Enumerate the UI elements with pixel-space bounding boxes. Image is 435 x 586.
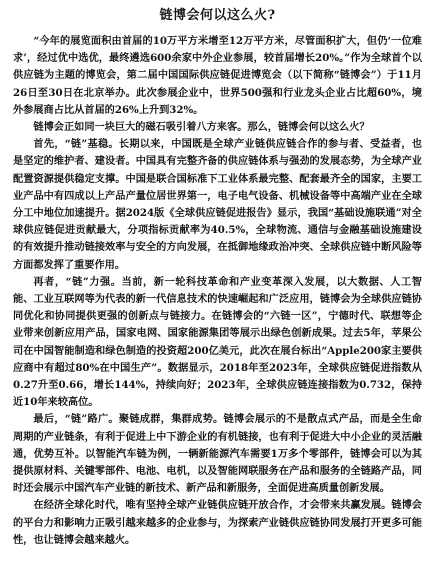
paragraph-question: 链博会正如同一块巨大的磁石吸引着八方来客。那么，链博会何以这么火？ [33, 121, 370, 134]
paragraph-third-reason: 最后，“链”路广。聚链成群，集群成势。链博会展示的不是散点式产品，而是全生命周期的产业链条，有利于促进上中下游企业的有机链接，也有利于促进大中小企业的灵活融通，优势互补。以智能汽车链为例，一辆新能源汽车需要1万多个零部件，链博会可以为其提供原材料、关键零部件、电池、电机，以及智能网联服务在产品和服务的全链路产品，同时还会展示中国汽车产业链的新技术、新产品和新服务，全面促进高质量创新发展。 [13, 413, 422, 495]
paragraph-first-reason: 首先，“链”基稳。长期以来，中国既是全球产业链供应链合作的参与者、受益者，也是坚定的维护者、建设者。中国具有完整齐备的供应链体系与强劲的发展态势，为全球产业配置资源提供稳定支撑。中国是联合国标准下工业体系最完整、配套最齐全的国家，主要工业产品中有四成以上产品产量位居世界第一，电子电气设备、机械设备等中高端产业在全球分工中地位加速提升。据2024版《全球供应链促进报告》显示，我国“基础设施联通”对全球供应链促进贡献最大，分项指标贡献率为40.5%，全球物流、通信与金融基础设施建设的有效提升推动链接效率与安全的方向发展，在抵御地缘政治冲突、全球供应链中断风险等方面都发挥了重要作用。 [13, 138, 422, 271]
article-title: 链博会何以这么火? [159, 8, 276, 23]
paragraph-conclusion: 在经济全球化时代，唯有坚持全球产业链供应链开放合作，才会带来共赢发展。链博会的平台力和影响力正吸引越来越多的企业参与，为探索产业链供应链协同发展打开更多可能性，也让链博会越来越火。 [13, 499, 422, 546]
paragraph-intro: “今年的展览面积由首届的10万平方米增至12万平方米，尽管面积扩大，但仍‘一位难求’，经过优中选优，最终遴选600余家中外企业参展，较首届增长20%。”作为全球首个以供应链为主题的博览会，第二届中国国际供应链促进博览会（以下简称“链博会”）于11月26日至30日在北京举办。此次参展企业中，世界500强和行业龙头企业占比超60%，境外参展商占比从首届的26%上升到32%。 [13, 35, 422, 116]
paragraph-second-reason: 再者，“链”力强。当前，新一轮科技革命和产业变革深入发展，以大数据、人工智能、工业互联网等为代表的新一代信息技术的快速崛起和广泛应用，链博会为全球供应链协同优化和协同提供更强的创新点与链接力。在链博会的“六链一区”，宁德时代、联想等企业带来创新应用产品，国家电网、国家能源集团等展示出绿色创新成果。过去5年，苹果公司在中国智能制造和绿色制造的投资超200亿美元，此次在展台标出“Apple200家主要供应商中有超过80%在中国生产”。数据显示，2018年至2023年，全球供应链促进指数从0.27升至0.66，增长144%，持续向好；2023年，全球供应链连接指数为0.732，保持近10年来较高位。 [13, 275, 422, 409]
